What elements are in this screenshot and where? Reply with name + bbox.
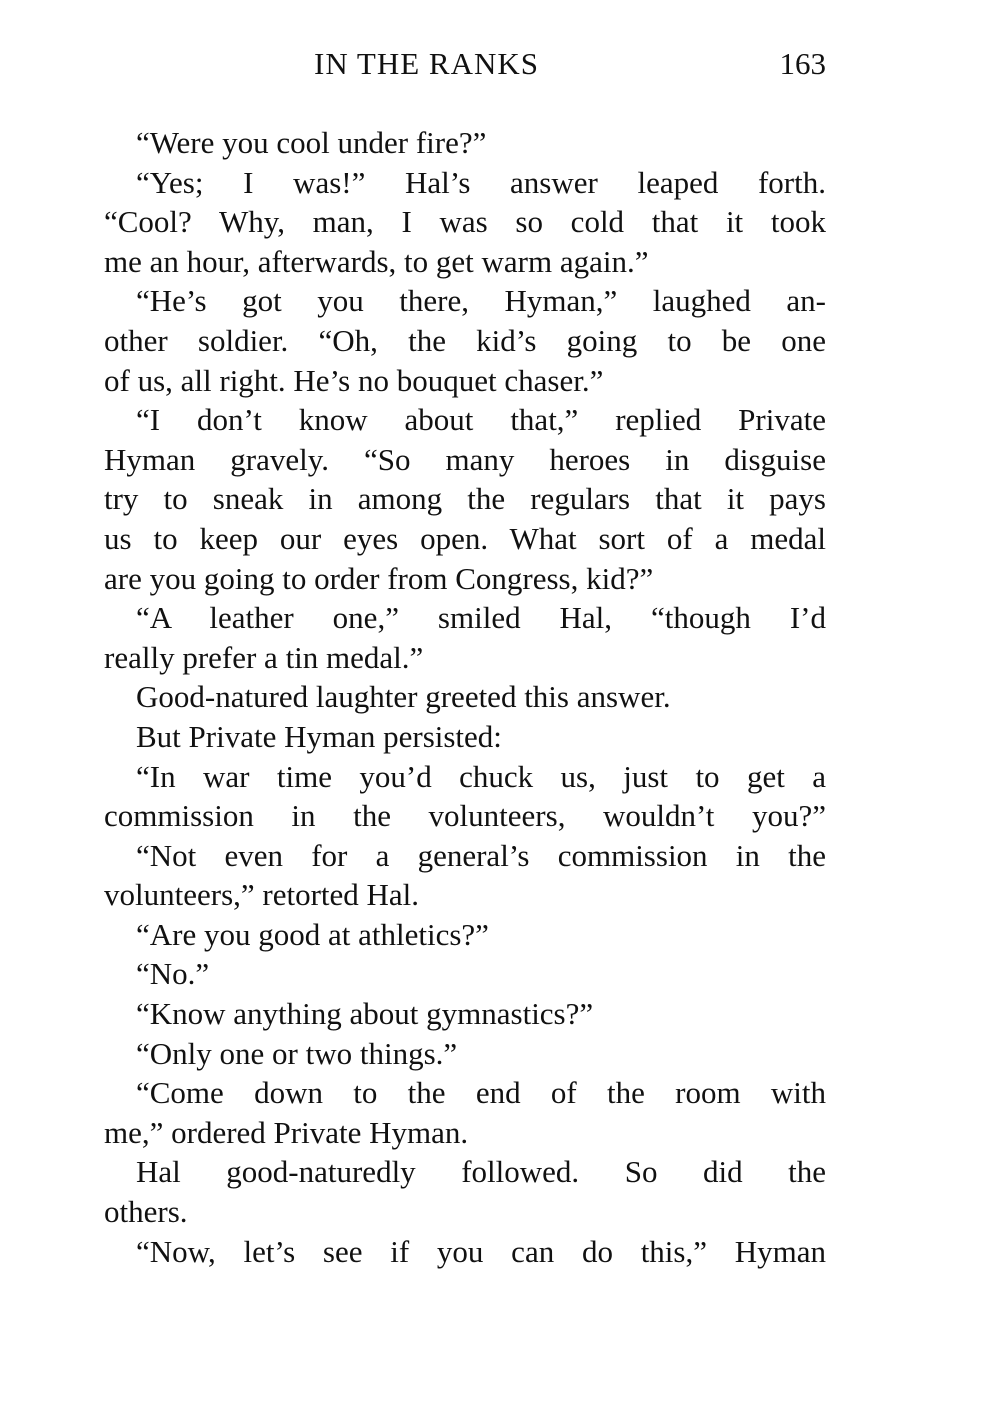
text-line: “Know anything about gymnastics?”: [136, 996, 594, 1032]
text-line: “Come down to the end of the room with: [136, 1075, 826, 1111]
text-line: “Yes; I was!” Hal’s answer leaped forth.: [136, 164, 826, 200]
text-line: “Cool? Why, man, I was so cold that it took: [104, 204, 826, 240]
text-line: others.: [104, 1194, 188, 1230]
page-number: 163: [779, 46, 826, 81]
text-line: try to sneak in among the regulars that it pays: [104, 481, 826, 517]
text-line: “Only one or two things.”: [136, 1035, 458, 1071]
text-line: Good-natured laughter greeted this answer.: [136, 679, 671, 715]
text-line: volunteers,” retorted Hal.: [104, 877, 420, 913]
text-line: really prefer a tin medal.”: [104, 639, 424, 675]
text-line: Hyman gravely. “So many heroes in disguise: [104, 441, 826, 477]
text-line: “In war time you’d chuck us, just to get a: [136, 758, 826, 794]
text-line: other soldier. “Oh, the kid’s going to be one: [104, 322, 826, 358]
text-line: are you going to order from Congress, kid?”: [104, 560, 654, 596]
text-line: “Not even for a general’s commission in the: [136, 837, 826, 873]
text-line: commission in the volunteers, wouldn’t you?”: [104, 798, 826, 834]
text-line: me an hour, afterwards, to get warm again.”: [104, 243, 649, 279]
running-title: IN THE RANKS: [314, 46, 539, 81]
text-line: “Were you cool under fire?”: [136, 125, 487, 160]
text-line: “No.”: [136, 956, 210, 992]
text-line: “A leather one,” smiled Hal, “though I’d: [136, 600, 826, 636]
text-line: “I don’t know about that,” replied Private: [136, 402, 826, 438]
text-line: “Now, let’s see if you can do this,” Hyman: [136, 1233, 826, 1269]
text-line: But Private Hyman persisted:: [136, 718, 502, 754]
running-head: [104, 44, 826, 84]
text-line: me,” ordered Private Hyman.: [104, 1114, 469, 1150]
text-line: of us, all right. He’s no bouquet chaser.”: [104, 362, 604, 398]
text-line: “Are you good at athletics?”: [136, 916, 489, 952]
text-line: us to keep our eyes open. What sort of a medal: [104, 520, 826, 556]
body-text: [104, 123, 826, 1271]
text-line: “He’s got you there, Hyman,” laughed an-: [136, 283, 826, 319]
text-line: Hal good-naturedly followed. So did the: [136, 1154, 826, 1190]
